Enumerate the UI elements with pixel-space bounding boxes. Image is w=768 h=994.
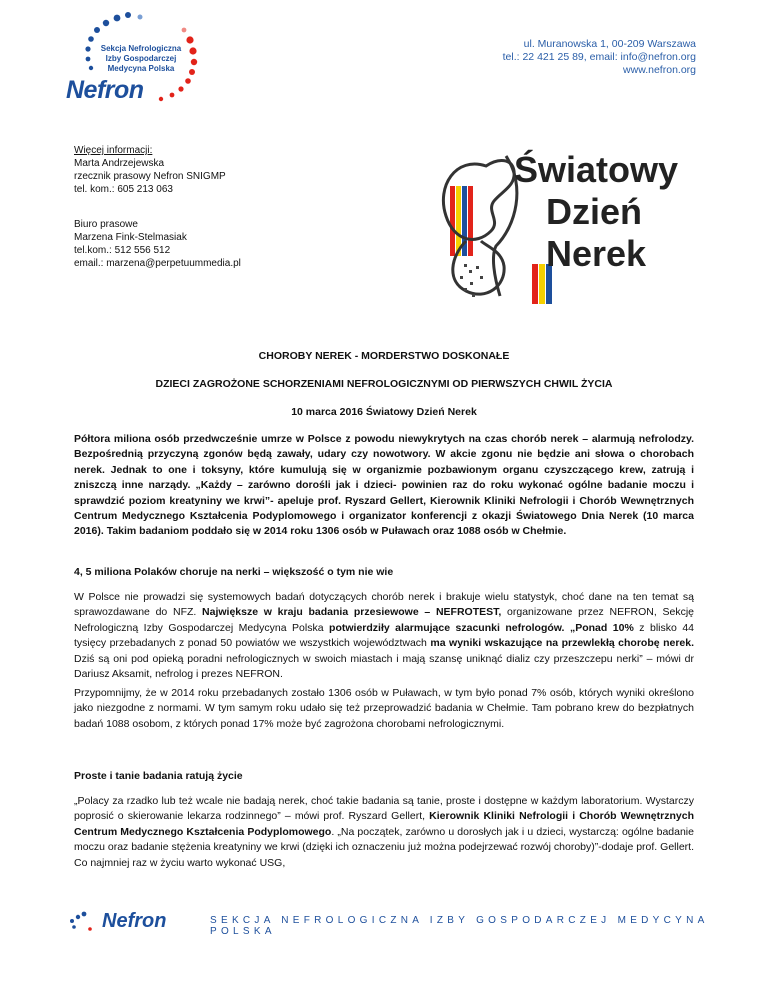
lead-paragraph: Półtora miliona osób przedwcześnie umrze w Polsce z powodu niewykrytych na czas chorób nerek – alarmują nefrolodzy. Bezpośrednią przyczyną zgonów będą zawały, udary czy nowotwory. W akcie zgonu nie będzie ani słowa o chorobach nerek. Jednak to one i toksyny, które kumulują się w organizmie pozbawionym organu czyszczącego krew, zatrują i zniszczą inne narządy. „Każdy – zarówno dorośli jak i dzieci- powinien raz do roku wykonać ogólne badanie moczu i sprawdzić poziom kreatyniny we krwi”- apeluje prof. Ryszard Gellert, Kierownik Kliniki Nefrologii i Chorób Wewnętrznych Centrum Medycznego Kształcenia Podyplomowego i organizator konferencji z okazji Światowego Dnia Nerek (10 marca 2016). Takim badaniom poddało się w 2014 roku 1306 osób w Puławach oraz 1088 osób w Chełmie. — [74, 433, 694, 538]
text-run-bold: Największe w kraju badania przesiewowe – NEFROTEST, — [202, 606, 502, 619]
contact-role: rzecznik prasowy Nefron SNIGMP — [74, 171, 226, 182]
text-run: . „Na początek, zarówno u dorosłych jak i u dzieci, wystarczą: ogólne badanie moczu oraz badanie stężenia kreatyniny we krwi (dzięki ich oznaczeniu już można podejrzewać rozwój choroby)”-dodaje prof. Gellert. Co najmniej raz w życiu warto wykonać USG, — [74, 825, 694, 869]
wdn-line1: Światowy — [514, 149, 679, 190]
section-heading: Proste i tanie badania ratują życie — [74, 770, 243, 782]
paragraph — [74, 794, 694, 871]
text-run: „Polacy za rzadko lub też wcale nie badają nerek, choć takie badania są tanie, proste i dostępne w każdym laboratorium. Wystarczy poprosić o skierowanie lekarza rodzinnego” – mówi prof. Ryszard Gellert, — [74, 795, 694, 823]
contact-line: tel.: 22 421 25 89, email: info@nefron.org — [502, 51, 696, 63]
press-contact-phone: tel.kom.: 512 556 512 — [74, 245, 171, 256]
website-link[interactable]: www.nefron.org — [623, 64, 696, 76]
wdn-line2: Dzień — [546, 191, 643, 232]
text-run-bold: Kierownik Kliniki Nefrologii i Chorób Wewnętrznych Centrum Medycznego Kształcenia Podyplomowego — [74, 810, 694, 838]
contact-name: Marta Andrzejewska — [74, 158, 165, 169]
footer-wordmark: Nefron — [102, 910, 167, 932]
text-run-bold: ma wyniki wskazujące na przewlekłą chorobę nerek. — [430, 637, 695, 650]
press-contact-email[interactable]: email.: marzena@perpetuummedia.pl — [74, 258, 241, 269]
nefron-logo-subtitle: Sekcja Nefrologiczna Izby Gospodarczej Medycyna Polska — [100, 44, 182, 73]
wdn-line3: Nerek — [546, 233, 647, 274]
text-run: organizowane przez NEFRON, Sekcję Nefrologiczną Izby Gospodarczej Medycyna Polska — [74, 606, 694, 634]
headline-date: 10 marca 2016 Światowy Dzień Nerek — [291, 406, 477, 418]
address-block — [503, 38, 696, 77]
paragraph — [74, 590, 694, 682]
footer-nefron-logo — [66, 905, 206, 935]
press-contact-name: Marzena Fink-Stelmasiak — [74, 232, 187, 243]
text-run-bold: potwierdziły alarmujące szacunki nefrologów. „Ponad 10% — [329, 621, 634, 634]
paragraph: Przypomnijmy, że w 2014 roku przebadanych zostało 1306 osób w Puławach, w tym było ponad 7% osób, których wyniki określono jako niezgodne z normami. W tym samym roku udało się też przeprowadzić badania w Chełmie. Tam pobrano krew do bezpłatnych badań 1088 osobom, z których ponad 17% może być zagrożona chorobami nefrologicznymi. — [74, 687, 694, 730]
contact-phone: tel. kom.: 605 213 063 — [74, 184, 173, 195]
text-run: W Polsce nie prowadzi się systemowych badań dotyczących chorób nerek i brakuje wielu statystyk, choć dane na ten temat są sprawozdawane do NFZ. — [74, 591, 694, 619]
address-line: ul. Muranowska 1, 00-209 Warszawa — [523, 38, 696, 50]
text-run: Dziś są oni pod opieką poradni nefrologicznych w swoich miastach i mają szansę uniknąć dializ czy przeszczepu nerki” – mówi dr Dariusz Aksamit, nefrolog i prezes NEFRON. — [74, 652, 694, 681]
headline-subtitle: DZIECI ZAGROŻONE SCHORZENIAMI NEFROLOGICZNYMI OD PIERWSZYCH CHWIL ŻYCIA — [155, 378, 613, 390]
headline-title: CHOROBY NEREK - MORDERSTWO DOSKONAŁE — [258, 350, 510, 362]
section-heading: 4, 5 miliona Polaków choruje na nerki – większość o tym nie wie — [74, 566, 394, 578]
contact-title: Więcej informacji: — [74, 145, 153, 156]
footer-tagline: SEKCJA NEFROLOGICZNA IZBY GOSPODARCZEJ MEDYCYNA POLSKA — [210, 915, 709, 937]
text-run: z blisko 44 tysięcy przebadanych z ponad 50 powiatów we wszystkich województwach — [74, 621, 695, 650]
nefron-logo-wordmark: Nefron — [66, 76, 144, 104]
press-office-label: Biuro prasowe — [74, 219, 138, 230]
contact-info — [74, 144, 241, 270]
